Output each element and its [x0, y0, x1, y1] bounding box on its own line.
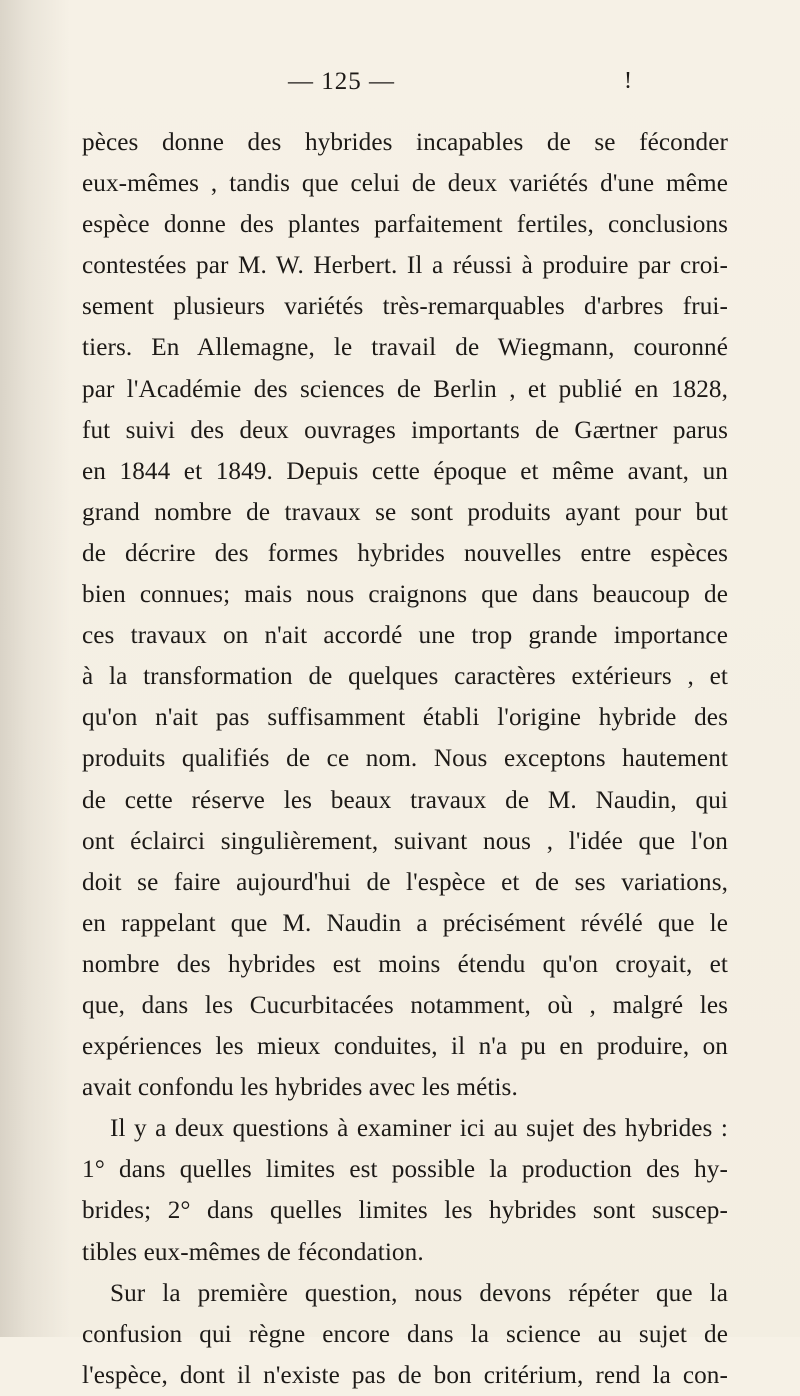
header-mark: ! [624, 68, 632, 94]
text-line: grand nombre de travaux se sont produits ayant pour but [82, 498, 728, 526]
text-line: eux-mêmes , tandis que celui de deux variétés d'une même [82, 170, 728, 198]
text-line: de décrire des formes hybrides nouvelles entre espèces [82, 539, 728, 567]
text-line: tiers. En Allemagne, le travail de Wiegmann, couronné [82, 334, 728, 362]
text-line: fut suivi des deux ouvrages importants de Gærtner parus [82, 416, 728, 444]
text-line: bien connues; mais nous craignons que dans beaucoup de [82, 581, 728, 609]
body-text [82, 122, 728, 1396]
text-line: qu'on n'ait pas suffisamment établi l'origine hybride des [82, 704, 728, 732]
text-line: ces travaux on n'ait accordé une trop grande importance [82, 622, 728, 650]
text-line: brides; 2° dans quelles limites les hybrides sont suscep- [82, 1197, 728, 1225]
text-line: Sur la première question, nous devons répéter que la [110, 1279, 728, 1307]
text-line: l'espèce, dont il n'existe pas de bon critérium, rend la con- [82, 1361, 728, 1389]
text-line: confusion qui règne encore dans la science au sujet de [82, 1320, 728, 1348]
text-line: par l'Académie des sciences de Berlin , et publié en 1828, [82, 375, 728, 403]
text-line: contestées par M. W. Herbert. Il a réussi à produire par croi- [82, 252, 728, 280]
text-line: tibles eux-mêmes de fécondation. [82, 1238, 424, 1266]
text-line: nombre des hybrides est moins étendu qu'on croyait, et [82, 950, 728, 978]
page-number: — 125 — [288, 68, 395, 95]
text-line: à la transformation de quelques caractères extérieurs , et [82, 663, 728, 691]
text-line: espèce donne des plantes parfaitement fertiles, conclusions [82, 211, 728, 239]
text-line: produits qualifiés de ce nom. Nous exceptons hautement [82, 745, 728, 773]
text-line: Il y a deux questions à examiner ici au sujet des hybrides : [110, 1115, 728, 1143]
page-header [0, 68, 800, 108]
text-line: de cette réserve les beaux travaux de M. Naudin, qui [82, 786, 728, 814]
text-line: doit se faire aujourd'hui de l'espèce et de ses variations, [82, 868, 728, 896]
text-line: en 1844 et 1849. Depuis cette époque et même avant, un [82, 457, 728, 485]
text-line: pèces donne des hybrides incapables de se féconder [82, 129, 728, 156]
text-line: que, dans les Cucurbitacées notamment, où , malgré les [82, 991, 728, 1019]
text-line: 1° dans quelles limites est possible la production des hy- [82, 1156, 728, 1184]
text-line: sement plusieurs variétés très-remarquables d'arbres frui- [82, 293, 728, 321]
text-line: avait confondu les hybrides avec les métis. [82, 1074, 518, 1102]
text-line: expériences les mieux conduites, il n'a pu en produire, on [82, 1033, 728, 1061]
text-line: ont éclairci singulièrement, suivant nous , l'idée que l'on [82, 827, 728, 855]
text-line: en rappelant que M. Naudin a précisément révélé que le [82, 909, 728, 937]
